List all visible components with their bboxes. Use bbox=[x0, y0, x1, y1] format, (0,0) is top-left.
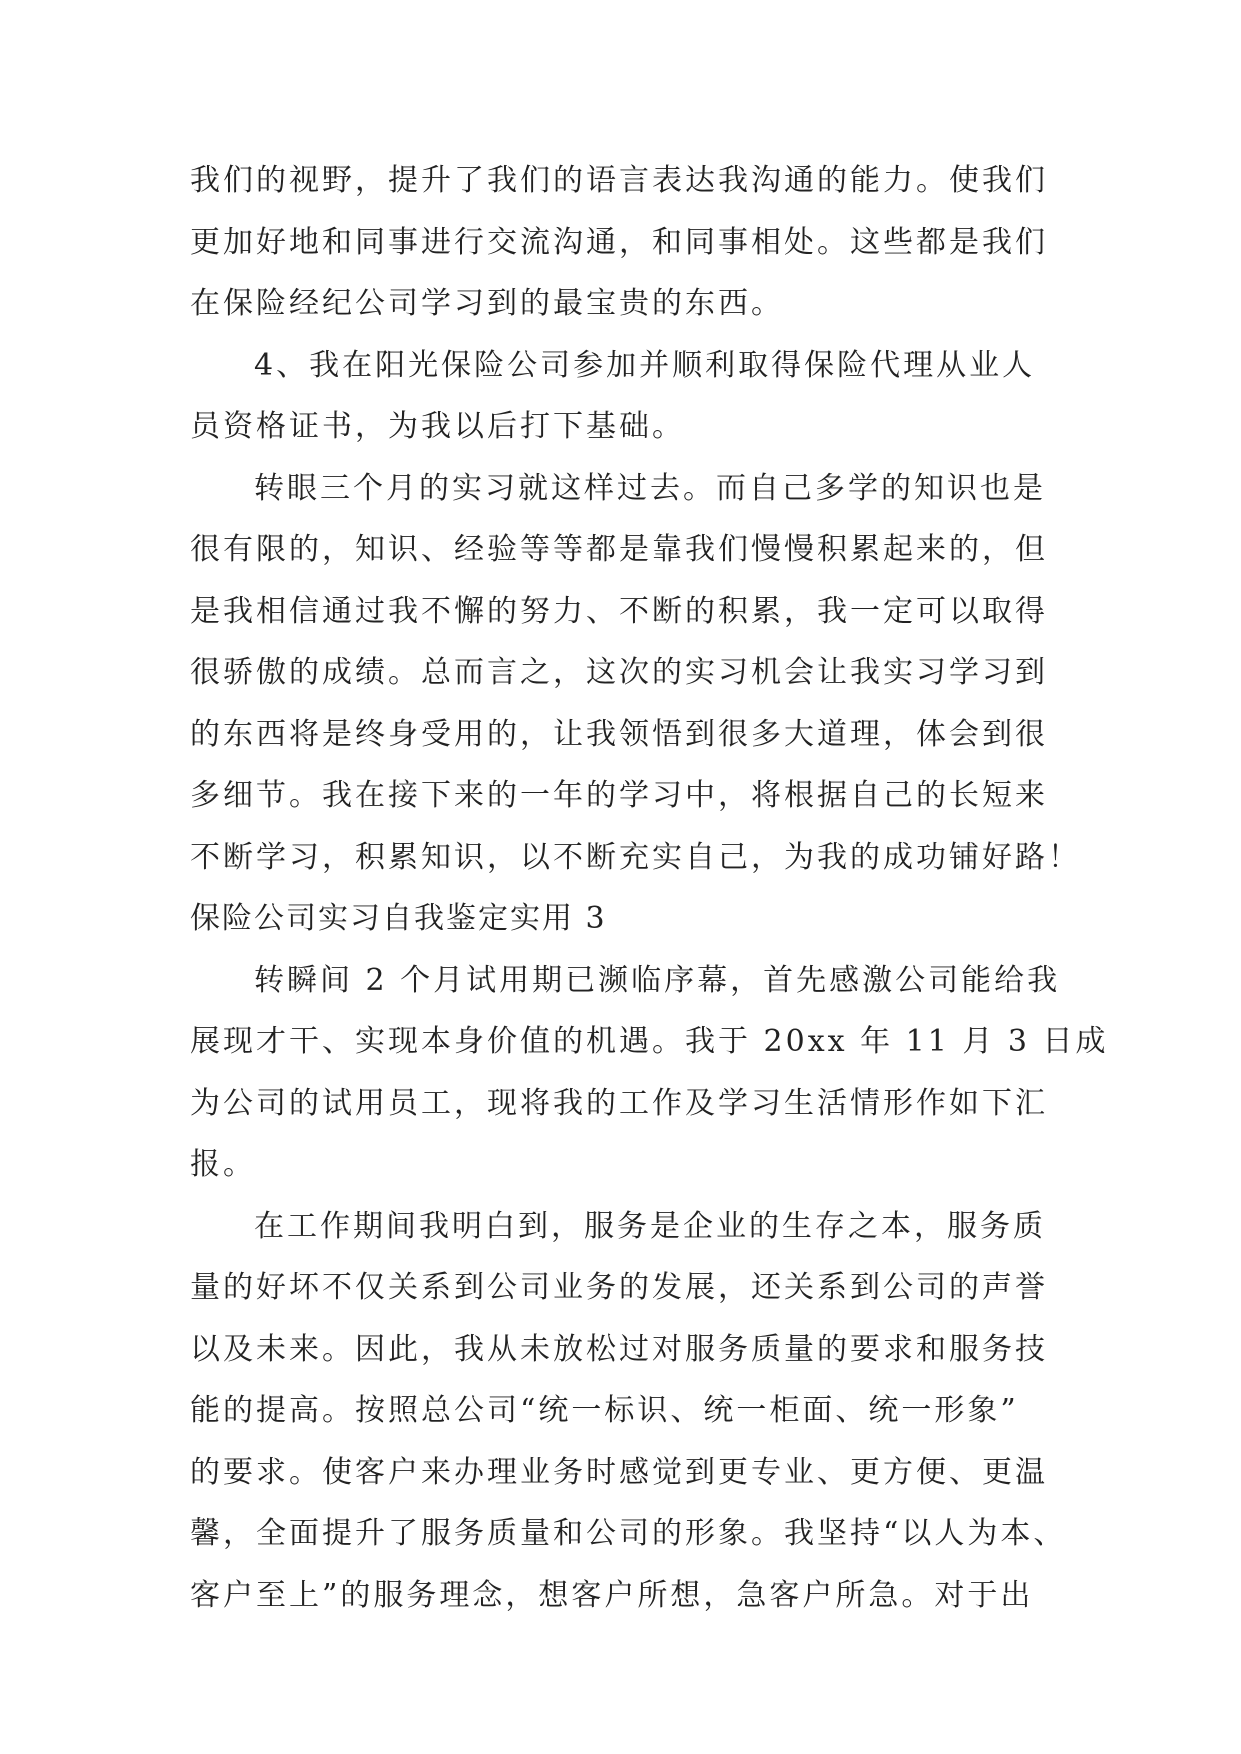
text-line: 客户至上”的服务理念，想客户所想，急客户所急。对于出 bbox=[190, 1577, 1034, 1613]
text-line: 很有限的，知识、经验等等都是靠我们慢慢积累起来的，但 bbox=[190, 532, 1048, 567]
text-line: 的要求。使客户来办理业务时感觉到更专业、更方便、更温 bbox=[190, 1454, 1048, 1490]
text-line: 的东西将是终身受用的，让我领悟到很多大道理，体会到很 bbox=[190, 716, 1048, 752]
text-line: 为公司的试用员工，现将我的工作及学习生活情形作如下汇 bbox=[190, 1085, 1048, 1121]
section-heading: 保险公司实习自我鉴定实用 3 bbox=[190, 901, 607, 936]
text-line: 员资格证书，为我以后打下基础。 bbox=[190, 409, 685, 444]
paragraph-start-line: 转眼三个月的实习就这样过去。而自己多学的知识也是 bbox=[254, 470, 1046, 506]
text-line: 馨，全面提升了服务质量和公司的形象。我坚持“以人为本、 bbox=[190, 1516, 1067, 1551]
paragraph-start-line: 4、我在阳光保险公司参加并顺利取得保险代理从业人 bbox=[254, 347, 1036, 383]
text-line: 多细节。我在接下来的一年的学习中，将根据自己的长短来 bbox=[190, 778, 1048, 813]
paragraph-start-line: 在工作期间我明白到，服务是企业的生存之本，服务质 bbox=[254, 1208, 1046, 1244]
text-line: 更加好地和同事进行交流沟通，和同事相处。这些都是我们 bbox=[190, 224, 1048, 260]
text-line: 很骄傲的成绩。总而言之，这次的实习机会让我实习学习到 bbox=[190, 655, 1048, 690]
text-line: 在保险经纪公司学习到的最宝贵的东西。 bbox=[190, 286, 784, 321]
text-line: 量的好坏不仅关系到公司业务的发展，还关系到公司的声誉 bbox=[190, 1270, 1048, 1305]
text-line: 能的提高。按照总公司“统一标识、统一柜面、统一形象” bbox=[190, 1393, 1019, 1428]
paragraph-start-line: 转瞬间 2 个月试用期已濒临序幕，首先感激公司能给我 bbox=[254, 962, 1061, 998]
text-line: 以及未来。因此，我从未放松过对服务质量的要求和服务技 bbox=[190, 1331, 1048, 1367]
text-line: 是我相信通过我不懈的努力、不断的积累，我一定可以取得 bbox=[190, 593, 1048, 629]
text-line: 不断学习，积累知识，以不断充实自己，为我的成功铺好路！ bbox=[190, 839, 1081, 875]
text-line: 展现才干、实现本身价值的机遇。我于 20xx 年 11 月 3 日成 bbox=[190, 1024, 1109, 1059]
text-line: 报。 bbox=[190, 1147, 256, 1182]
document-body bbox=[190, 150, 1109, 1626]
text-line: 我们的视野，提升了我们的语言表达我沟通的能力。使我们 bbox=[190, 163, 1048, 198]
